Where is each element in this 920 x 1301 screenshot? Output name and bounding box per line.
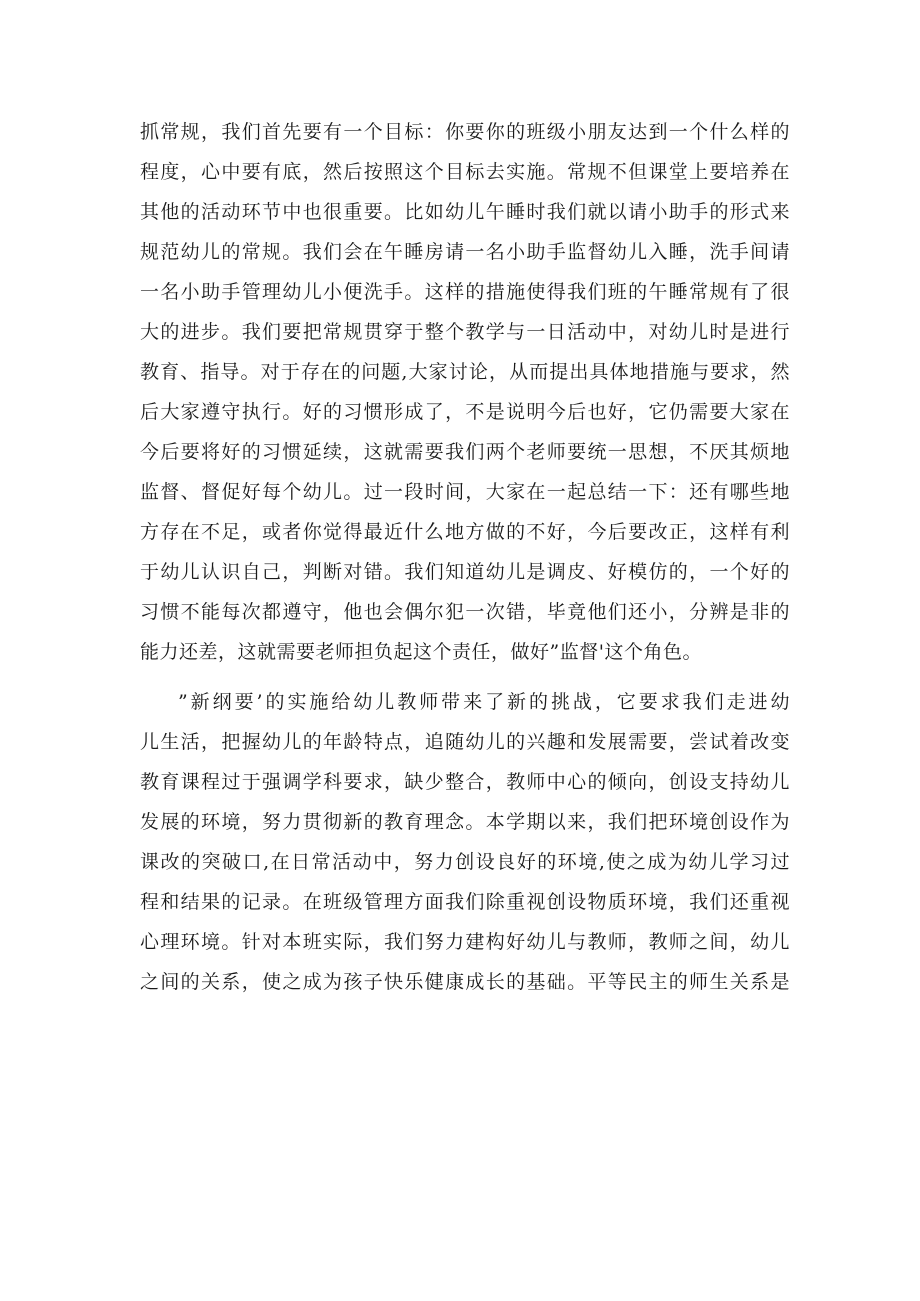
text-line: 课改的突破口,在日常活动中，努力创设良好的环境,使之成为幼儿学习过 <box>140 851 790 873</box>
text-line: 教育、指导。对于存在的问题,大家讨论，从而提出具体地措施与要求，然 <box>140 361 790 383</box>
text-line: 大的进步。我们要把常规贯穿于整个教学与一日活动中，对幼儿时是进行 <box>140 321 790 343</box>
text-line: 于幼儿认识自己，判断对错。我们知道幼儿是调皮、好模仿的，一个好的 <box>140 561 790 583</box>
text-line: 规范幼儿的常规。我们会在午睡房请一名小助手监督幼儿入睡，洗手间请 <box>140 241 790 263</box>
text-line: 发展的环境，努力贯彻新的教育理念。本学期以来，我们把环境创设作为 <box>140 811 790 833</box>
text-line: 一名小助手管理幼儿小便洗手。这样的措施使得我们班的午睡常规有了很 <box>140 281 790 303</box>
text-line: 教育课程过于强调学科要求，缺少整合，教师中心的倾向，创设支持幼儿 <box>140 771 790 793</box>
text-line: 今后要将好的习惯延续，这就需要我们两个老师要统一思想，不厌其烦地 <box>140 441 790 463</box>
text-line: 程度，心中要有底，然后按照这个目标去实施。常规不但课堂上要培养在 <box>140 161 790 183</box>
text-line: 程和结果的记录。在班级管理方面我们除重视创设物质环境，我们还重视 <box>140 891 790 913</box>
text-line: 儿生活，把握幼儿的年龄特点，追随幼儿的兴趣和发展需要，尝试着改变 <box>140 731 790 753</box>
text-line: 监督、督促好每个幼儿。过一段时间，大家在一起总结一下：还有哪些地 <box>140 481 790 503</box>
text-line: 抓常规，我们首先要有一个目标：你要你的班级小朋友达到一个什么样的 <box>140 121 790 143</box>
text-line: 之间的关系，使之成为孩子快乐健康成长的基础。平等民主的师生关系是 <box>140 971 790 993</box>
paragraph-gap <box>140 672 790 682</box>
text-line: 其他的活动环节中也很重要。比如幼儿午睡时我们就以请小助手的形式来 <box>140 201 790 223</box>
text-line: ”新纲要’的实施给幼儿教师带来了新的挑战，它要求我们走进幼 <box>178 691 790 713</box>
paragraph-1 <box>140 112 790 672</box>
text-line: 方存在不足，或者你觉得最近什么地方做的不好，今后要改正，这样有利 <box>140 521 790 543</box>
text-line: 习惯不能每次都遵守，他也会偶尔犯一次错，毕竟他们还小，分辨是非的 <box>140 601 790 623</box>
body-text <box>140 112 790 1002</box>
text-line: 能力还差，这就需要老师担负起这个责任，做好”监督'这个角色。 <box>140 641 702 663</box>
paragraph-2 <box>140 682 790 1002</box>
text-line: 心理环境。针对本班实际，我们努力建构好幼儿与教师，教师之间，幼儿 <box>140 931 790 953</box>
text-line: 后大家遵守执行。好的习惯形成了，不是说明今后也好，它仍需要大家在 <box>140 401 790 423</box>
